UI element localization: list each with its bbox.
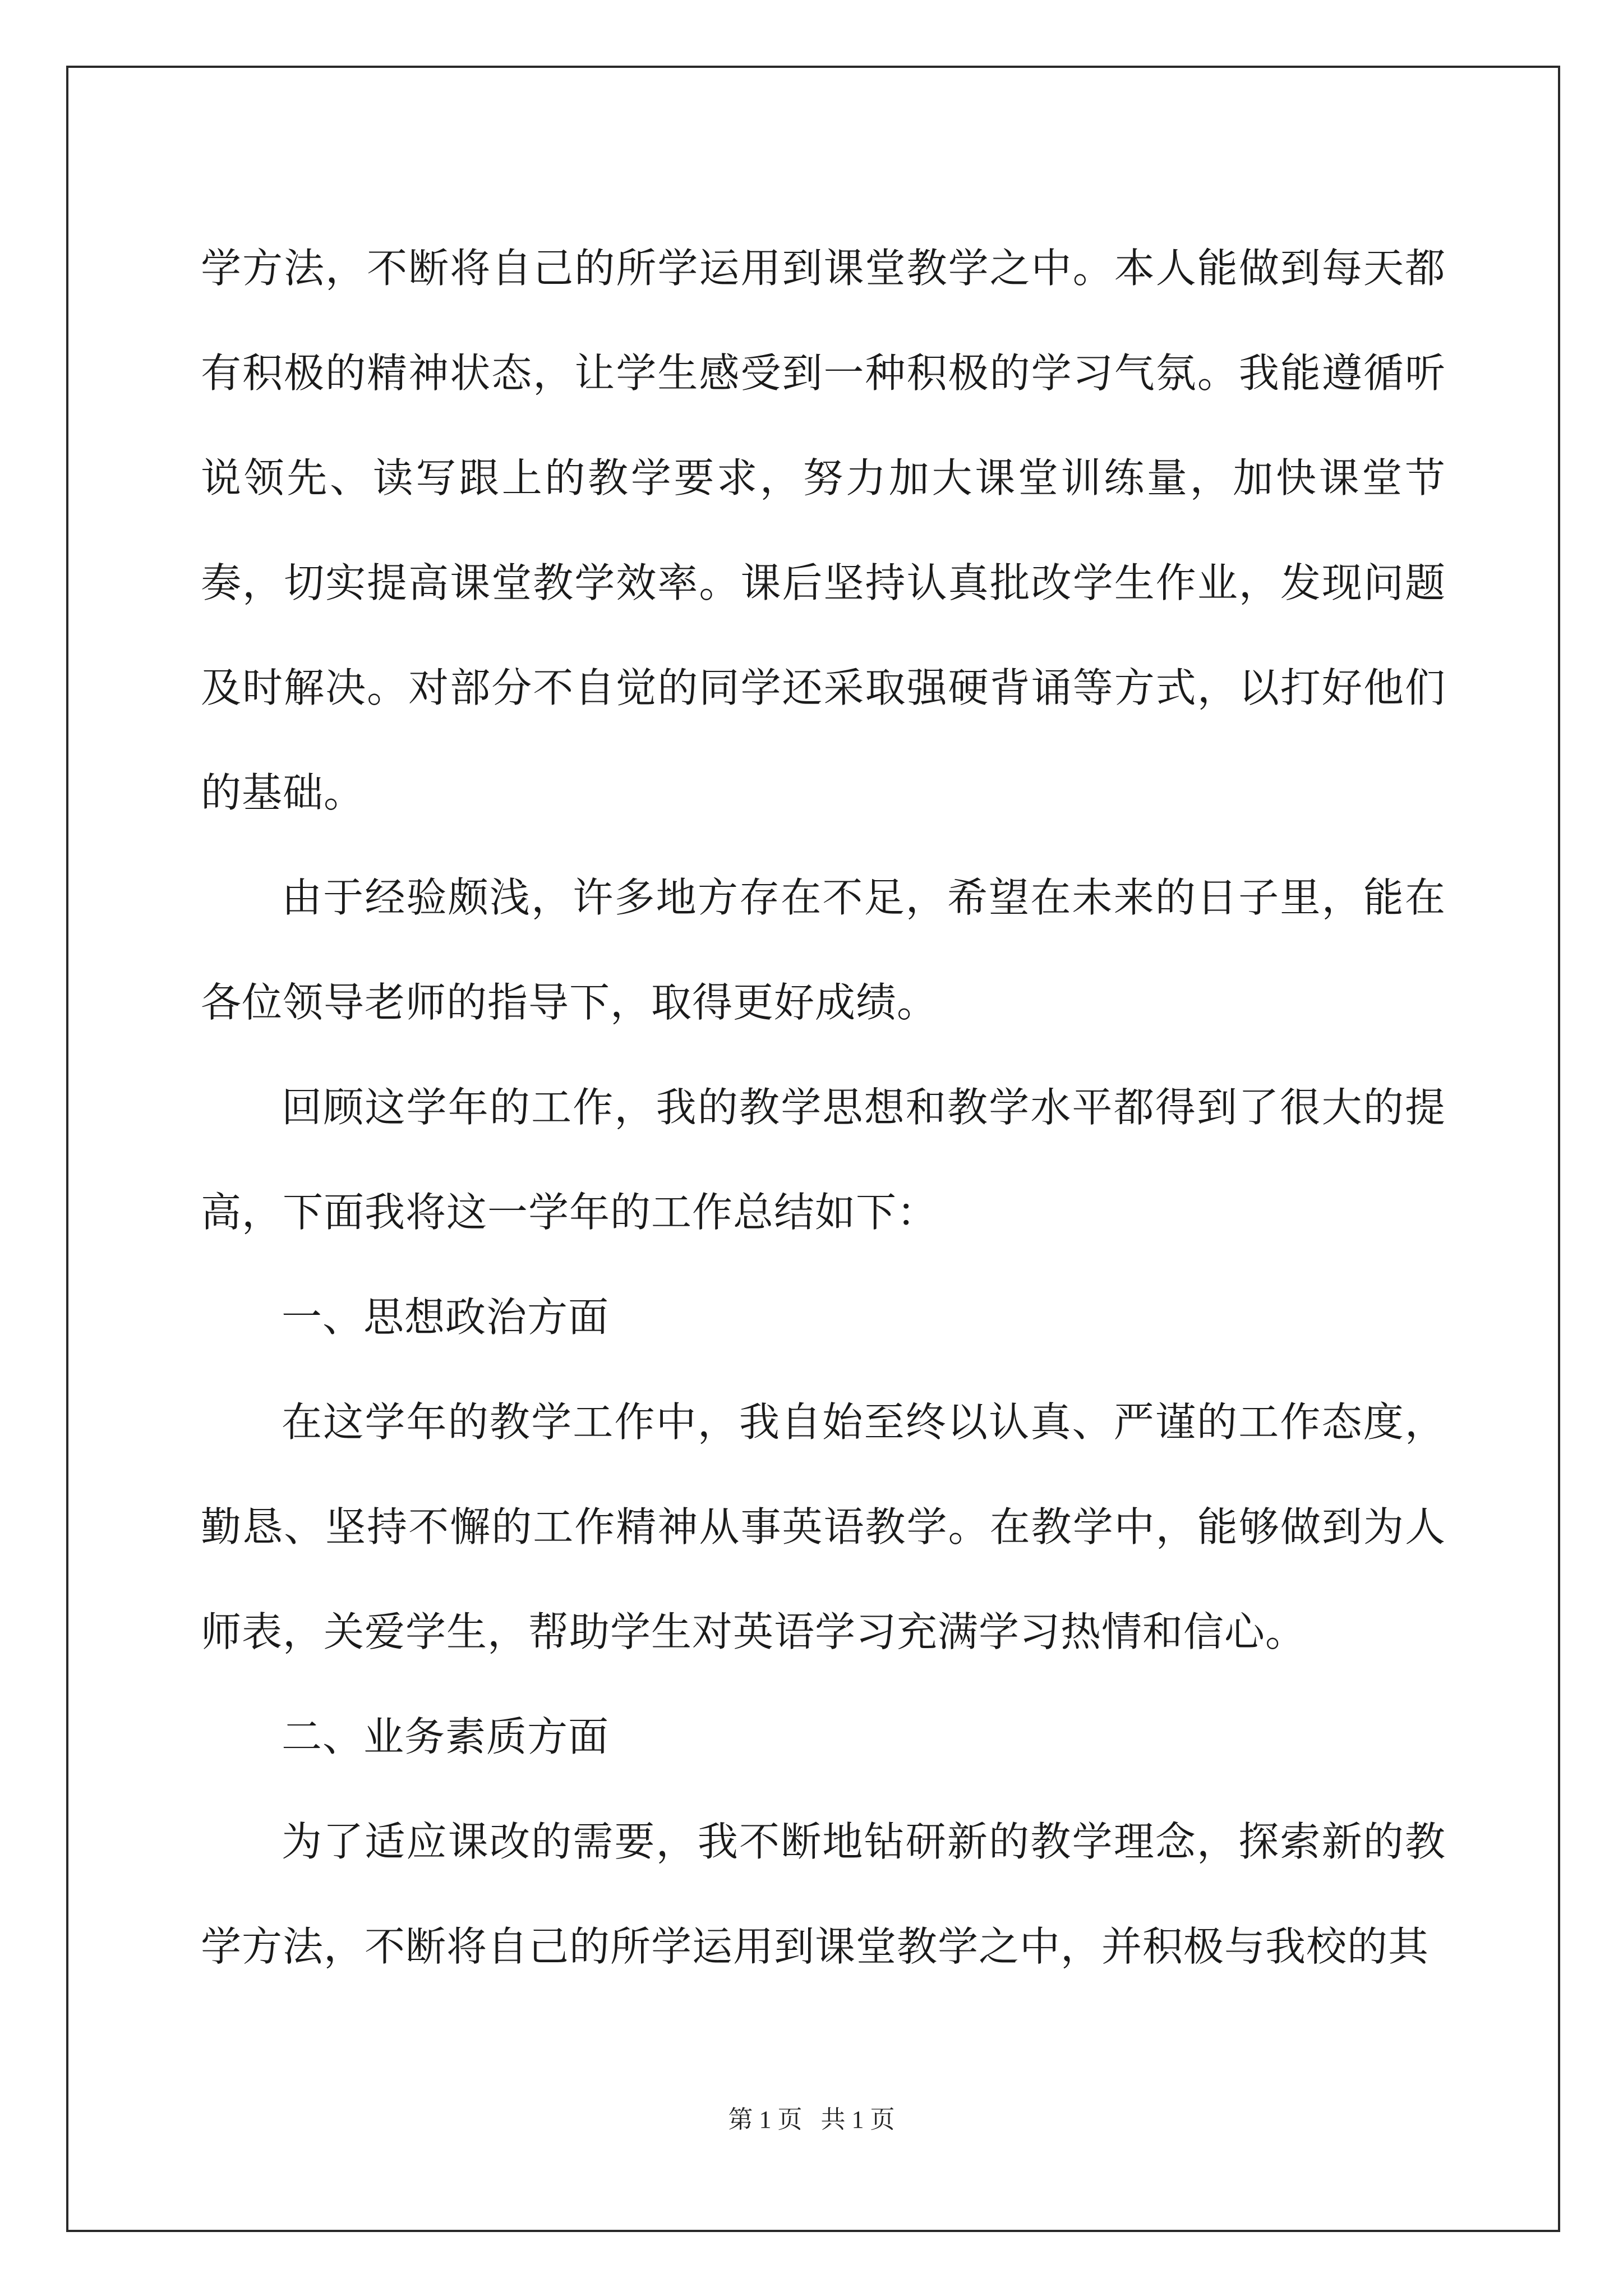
paragraph-5: 为了适应课改的需要，我不断地钻研新的教学理念，探索新的教学方法，不断将自己的所学运用到课堂教学之中，并积极与我校的其 xyxy=(201,1818,1446,1970)
paragraph-2: 由于经验颇浅，许多地方存在不足，希望在未来的日子里，能在各位领导老师的指导下，取得更好成绩。 xyxy=(201,874,1446,1026)
section-heading-2: 二、业务素质方面 xyxy=(282,1713,610,1760)
page-number: 第 1 页 xyxy=(728,2106,803,2133)
paragraph-4: 在这学年的教学工作中，我自始至终以认真、严谨的工作态度，勤恳、坚持不懈的工作精神从事英语教学。在教学中，能够做到为人师表，关爱学生，帮助学生对英语学习充满学习热情和信心。 xyxy=(201,1398,1446,1655)
page-footer xyxy=(0,2099,1623,2135)
document-body xyxy=(201,216,1446,1999)
paragraph-3: 回顾这学年的工作，我的教学思想和教学水平都得到了很大的提高，下面我将这一学年的工作总结如下： xyxy=(201,1084,1446,1236)
section-heading-1: 一、思想政治方面 xyxy=(282,1294,610,1341)
page-total: 共 1 页 xyxy=(820,2106,895,2133)
paragraph-1: 学方法，不断将自己的所学运用到课堂教学之中。本人能做到每天都有积极的精神状态，让学生感受到一种积极的学习气氛。我能遵循听说领先、读写跟上的教学要求，努力加大课堂训练量，加快课堂节奏，切实提高课堂教学效率。课后坚持认真批改学生作业，发现问题及时解决。对部分不自觉的同学还采取强硬背诵等方式，以打好他们的基础。 xyxy=(201,245,1446,816)
